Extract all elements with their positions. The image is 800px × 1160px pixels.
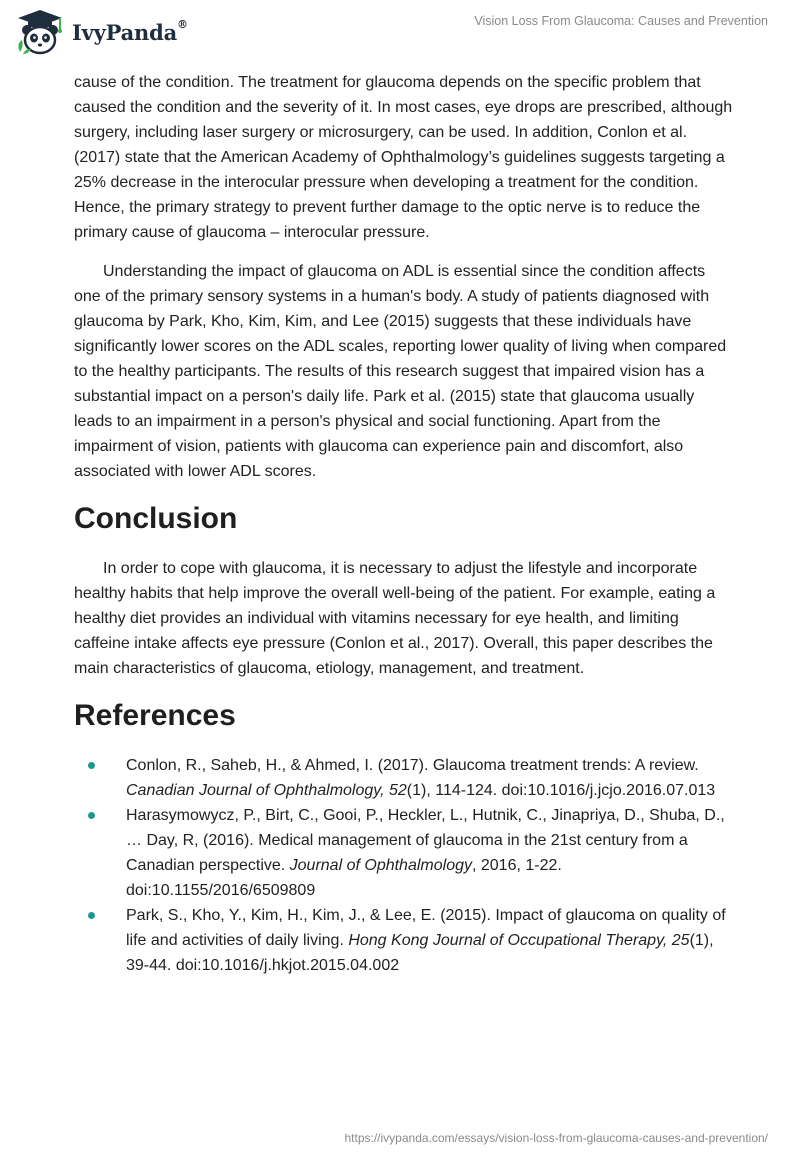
bullet-icon [88,762,95,769]
references-heading: References [74,699,236,732]
brand-name: IvyPanda® [72,17,188,45]
conclusion-paragraph: In order to cope with glaucoma, it is necessary to adjust the lifestyle and incorporate healthy habits that help improve the overall well-being of the patient. For example, eating a healthy diet provides an individual with vitamins necessary for eye health, and limiting caffeine intake affects eye pressure (Conlon et al., 2017). Overall, this paper describes the main characteristics of glaucoma, etiology, management, and treatment. [74,560,716,677]
ivypanda-logo[interactable] [14,8,188,56]
conclusion-heading: Conclusion [74,502,238,535]
document-title: Vision Loss From Glaucoma: Causes and Prevention [474,14,768,28]
references-list [74,753,734,978]
page-header [0,0,800,64]
bullet-icon [88,912,95,919]
paragraph-treatment: cause of the condition. The treatment for glaucoma depends on the specific problem that caused the condition and the severity of it. In most cases, eye drops are prescribed, although surgery, including laser surgery or microsurgery, can be used. In addition, Conlon et al. (2017) state that the American Academy of Ophthalmology’s guidelines suggests targeting a 25% decrease in the interocular pressure when developing a treatment for the condition. Hence, the primary strategy to prevent further damage to the optic nerve is to reduce the primary cause of glaucoma – interocular pressure. [74,74,733,241]
bullet-icon [88,812,95,819]
essay-content [74,70,734,978]
reference-item: Harasymowycz, P., Birt, C., Gooi, P., Heckler, L., Hutnik, C., Jinapriya, D., Shuba, D., … Day, R, (2016). Medical management of glaucoma in the 21st century from a Canadian perspective. Journal of Ophthalmology, 2016, 1-22. doi:10.1155/2016/6509809 [74,803,734,903]
source-url-link[interactable]: https://ivypanda.com/essays/vision-loss-from-glaucoma-causes-and-prevention/ [344,1131,768,1145]
panda-graduate-icon [14,8,66,56]
journal-title: Journal of Ophthalmology [289,857,472,874]
paragraph-adl-impact: Understanding the impact of glaucoma on ADL is essential since the condition affects one of the primary sensory systems in a human's body. A study of patients diagnosed with glaucoma by Park, Kho, Kim, Kim, and Lee (2015) suggests that these individuals have significantly lower scores on the ADL scales, reporting lower quality of living when compared to the healthy participants. The results of this research suggest that impaired vision has a substantial impact on a person's daily life. Park et al. (2015) state that glaucoma usually leads to an impairment in a person's physical and social functioning. Apart from the impairment of vision, patients with glaucoma can experience pain and discomfort, also associated with lower ADL scores. [74,263,727,480]
journal-title: Canadian Journal of Ophthalmology, 52 [126,782,407,799]
reference-item: Park, S., Kho, Y., Kim, H., Kim, J., & Lee, E. (2015). Impact of glaucoma on quality of life and activities of daily living. Hong Kong Journal of Occupational Therapy, 25(1), 39-44. doi:10.1016/j.hkjot.2015.04.002 [74,903,734,978]
reference-item: Conlon, R., Saheb, H., & Ahmed, I. (2017). Glaucoma treatment trends: A review. Canadian Journal of Ophthalmology, 52(1), 114-124. doi:10.1016/j.jcjo.2016.07.013 [74,753,734,803]
journal-title: Hong Kong Journal of Occupational Therapy, 25 [348,932,690,949]
